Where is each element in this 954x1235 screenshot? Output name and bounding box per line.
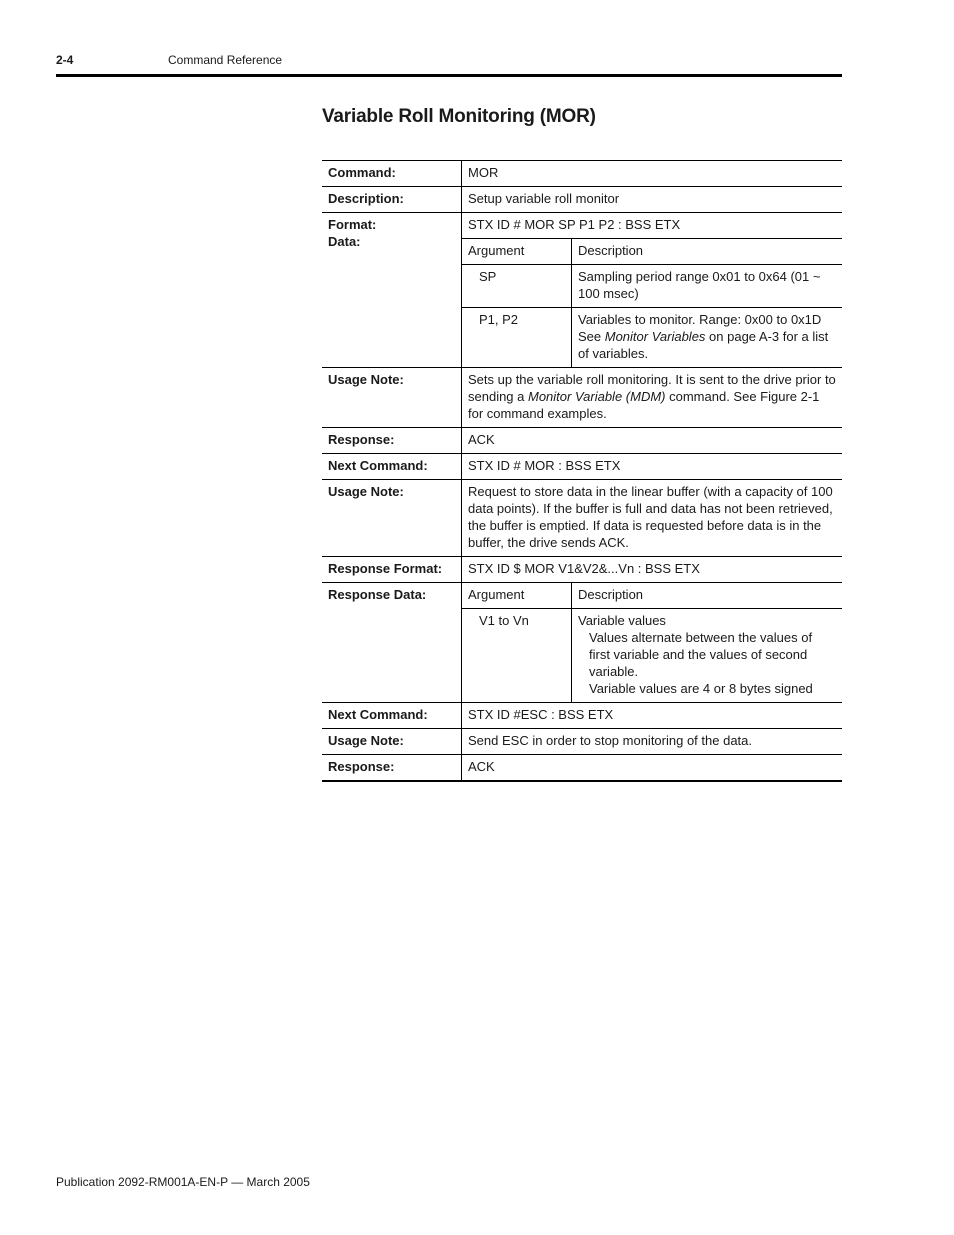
usage-text: Sets up the variable roll monitoring. It is sent to the drive prior to sending a (468, 372, 836, 404)
subtable-row (462, 308, 842, 368)
row-value: Send ESC in order to stop monitoring of the data. (462, 729, 843, 755)
subtable-header (462, 583, 842, 609)
table-row (322, 703, 842, 729)
description-cell (572, 609, 843, 703)
row-value: ACK (462, 755, 843, 782)
table-row (322, 187, 842, 213)
table-row (322, 454, 842, 480)
row-label: Usage Note: (322, 729, 462, 755)
data-label: Data: (328, 234, 361, 249)
row-value: STX ID # MOR : BSS ETX (462, 454, 843, 480)
argument-header: Argument (462, 583, 572, 609)
subtable-row (462, 265, 842, 308)
argument-cell: V1 to Vn (462, 609, 572, 703)
row-label: Usage Note: (322, 480, 462, 557)
row-label: Response Data: (322, 583, 462, 703)
format-value: STX ID # MOR SP P1 P2 : BSS ETX (462, 213, 842, 239)
running-header: Command Reference (168, 53, 283, 67)
description-cell (572, 308, 843, 368)
response-subtable (462, 583, 842, 702)
row-value: Setup variable roll monitor (462, 187, 843, 213)
row-value: Request to store data in the linear buffer (with a capacity of 100 data points). If the buffer is full and data has not been retrieved, the buffer is emptied. If data is requested before data is in the buffer, the drive sends ACK. (462, 480, 843, 557)
format-cell (462, 213, 843, 368)
description-line: Variable values (578, 613, 666, 628)
see-text: See (578, 329, 605, 344)
command-table (322, 160, 842, 782)
description-cell: Sampling period range 0x01 to 0x64 (01 ~ 100 msec) (572, 265, 843, 308)
row-label: Response: (322, 428, 462, 454)
table-row (322, 755, 842, 782)
usage-text: command. See Figure 2-1 for command examples. (468, 389, 820, 421)
table-row (322, 557, 842, 583)
mdm-reference: Monitor Variable (MDM) (528, 389, 666, 404)
table-row (322, 729, 842, 755)
subtable-row (462, 609, 842, 703)
description-line: Variables to monitor. Range: 0x00 to 0x1D (578, 312, 822, 327)
argument-cell: P1, P2 (462, 308, 572, 368)
row-label (322, 213, 462, 368)
table-row (322, 583, 842, 703)
see-rest: on page A-3 for a list of variables. (578, 329, 829, 361)
argument-cell: SP (462, 265, 572, 308)
table-row (322, 368, 842, 428)
section-title: Variable Roll Monitoring (MOR) (322, 106, 596, 127)
row-value: STX ID #ESC : BSS ETX (462, 703, 843, 729)
argument-header: Argument (462, 239, 572, 265)
monitor-variables-link: Monitor Variables (604, 329, 706, 344)
header-rule (56, 74, 842, 77)
row-value: STX ID $ MOR V1&V2&...Vn : BSS ETX (462, 557, 843, 583)
table-row (322, 161, 842, 187)
description-header: Description (572, 583, 843, 609)
table-row (322, 480, 842, 557)
row-label: Response Format: (322, 557, 462, 583)
row-label: Response: (322, 755, 462, 782)
row-label: Next Command: (322, 703, 462, 729)
page-number: 2-4 (56, 53, 74, 67)
row-value: ACK (462, 428, 843, 454)
table-row (322, 213, 842, 368)
publication-footer: Publication 2092-RM001A-EN-P — March 2005 (56, 1175, 310, 1189)
row-label: Description: (322, 187, 462, 213)
format-label: Format: (328, 217, 377, 232)
response-data-cell (462, 583, 843, 703)
row-value: MOR (462, 161, 843, 187)
description-line (578, 328, 836, 362)
description-header: Description (572, 239, 843, 265)
description-line: Variable values are 4 or 8 bytes signed (589, 681, 813, 696)
row-label: Command: (322, 161, 462, 187)
row-label: Next Command: (322, 454, 462, 480)
row-value (462, 368, 843, 428)
subtable-header (462, 239, 842, 265)
description-line: Values alternate between the values of first variable and the values of second variable. (589, 630, 813, 679)
table-row (322, 428, 842, 454)
argument-subtable (462, 239, 842, 367)
row-label: Usage Note: (322, 368, 462, 428)
